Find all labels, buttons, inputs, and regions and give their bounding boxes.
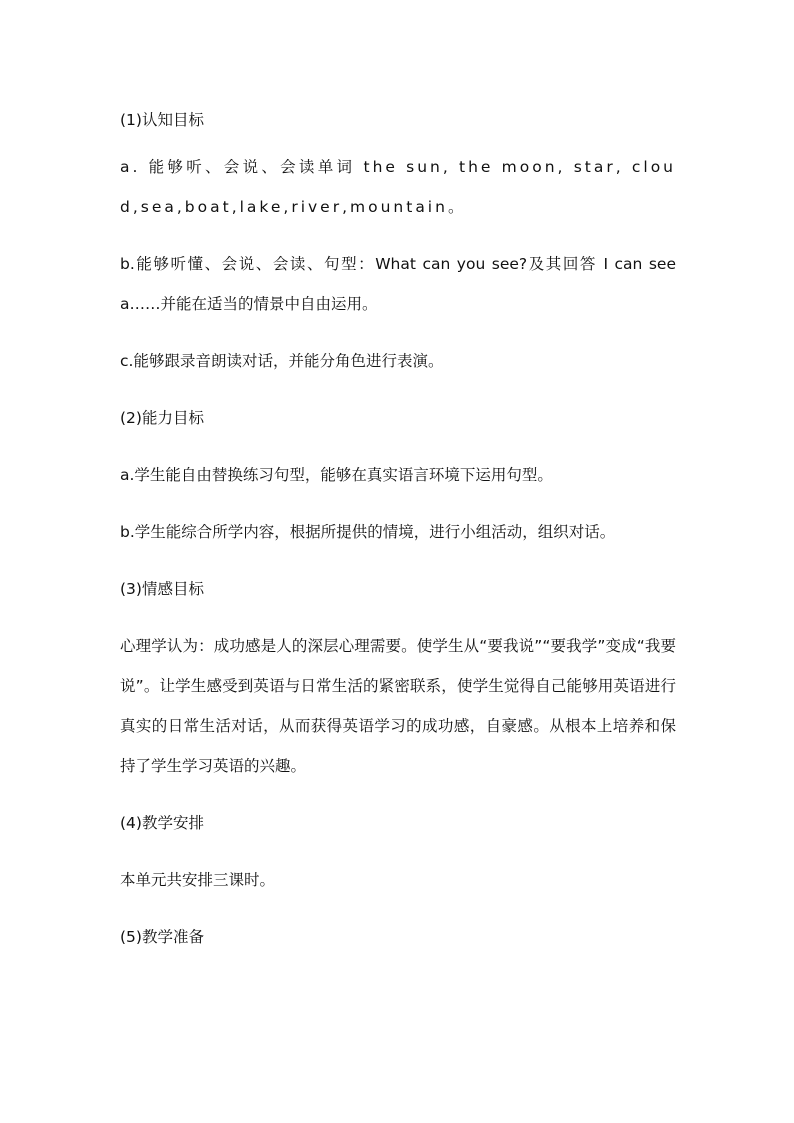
heading-teaching-arrangement: (4)教学安排	[120, 814, 204, 832]
paragraph-cognitive-c: c.能够跟录音朗读对话，并能分角色进行表演。	[120, 352, 444, 370]
paragraph-emotional: 心理学认为：成功感是人的深层心理需要。使学生从“要我说”“要我学”变成“我要说”。让学生感受到英语与日常生活的紧密联系，使学生觉得自己能够用英语进行真实的日常生活对话，从而获得英语学习的成功感，自豪感。从根本上培养和保持了学生学习英语的兴趣。	[120, 637, 676, 775]
paragraph-ability-a: a.学生能自由替换练习句型，能够在真实语言环境下运用句型。	[120, 466, 553, 484]
paragraph-cognitive-a: a. 能够听、会说、会读单词 the sun, the moon, star, cloud,sea,boat,lake,river,mountain。	[120, 158, 676, 216]
paragraph-teaching-arrangement: 本单元共安排三课时。	[120, 871, 276, 889]
heading-ability-goals: (2)能力目标	[120, 409, 204, 427]
paragraph-cognitive-b: b.能够听懂、会说、会读、句型：What can you see?及其回答 I can see a……并能在适当的情景中自由运用。	[120, 255, 676, 313]
document-body	[120, 100, 676, 974]
paragraph-ability-b: b.学生能综合所学内容，根据所提供的情境，进行小组活动，组织对话。	[120, 523, 616, 541]
heading-emotional-goals: (3)情感目标	[120, 580, 204, 598]
heading-teaching-preparation: (5)教学准备	[120, 928, 204, 946]
heading-cognitive-goals: (1)认知目标	[120, 111, 204, 129]
